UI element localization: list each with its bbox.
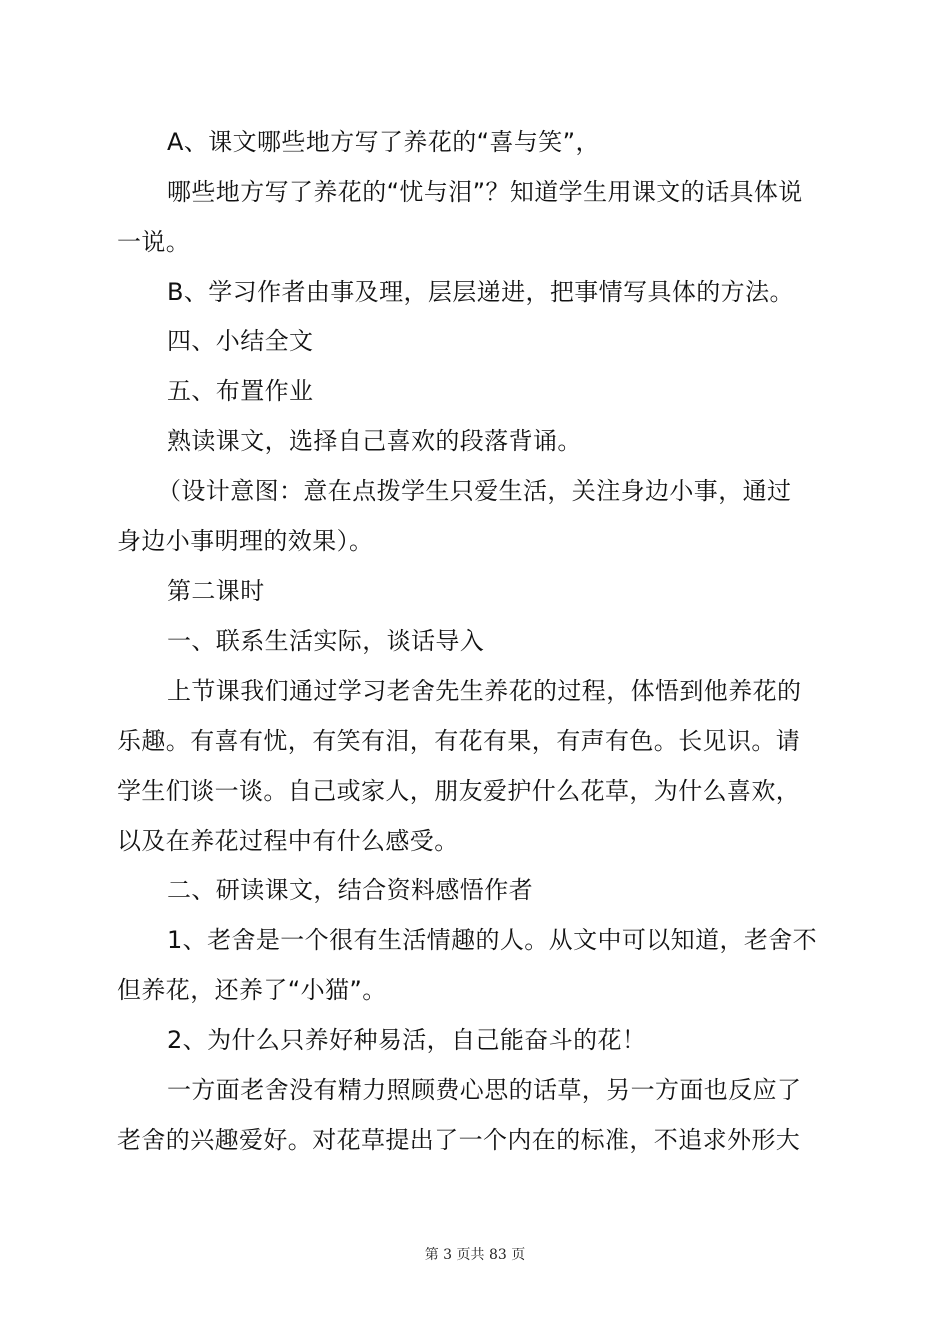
- page-number-footer: 第 3 页共 83 页: [424, 1247, 526, 1263]
- paragraph-line: 1、老舍是一个很有生活情趣的人。从文中可以知道，老舍不: [167, 926, 818, 954]
- paragraph-line: 哪些地方写了养花的“忧与泪”？知道学生用课文的话具体说: [167, 178, 803, 206]
- section-heading: 四、小结全文: [167, 327, 314, 355]
- paragraph-line: 老舍的兴趣爱好。对花草提出了一个内在的标准，不追求外形大: [117, 1126, 801, 1154]
- paragraph-line: 上节课我们通过学习老舍先生养花的过程，体悟到他养花的: [167, 677, 802, 705]
- paragraph-line: 学生们谈一谈。自己或家人，朋友爱护什么花草，为什么喜欢，: [117, 777, 801, 805]
- paragraph-line: 身边小事明理的效果）。: [117, 527, 374, 555]
- paragraph-line: 2、为什么只养好种易活，自己能奋斗的花！: [167, 1026, 647, 1054]
- section-heading: 第二课时: [167, 577, 265, 605]
- paragraph-line: 一方面老舍没有精力照顾费心思的话草，另一方面也反应了: [167, 1076, 802, 1104]
- paragraph-line: 但养花，还养了“小猫”。: [117, 976, 387, 1004]
- paragraph-line: 乐趣。有喜有忧，有笑有泪，有花有果，有声有色。长见识。请: [117, 727, 801, 755]
- paragraph-line: 以及在养花过程中有什么感受。: [117, 827, 459, 855]
- section-heading: 五、布置作业: [167, 377, 314, 405]
- paragraph-line: A、课文哪些地方写了养花的“喜与笑”，: [167, 128, 600, 156]
- section-heading: 一、联系生活实际，谈话导入: [167, 627, 485, 655]
- paragraph-line: （设计意图：意在点拨学生只爱生活，关注身边小事，通过: [157, 477, 792, 505]
- section-heading: 二、研读课文，结合资料感悟作者: [167, 876, 533, 904]
- paragraph-line: 一说。: [117, 228, 191, 256]
- paragraph-line: B、学习作者由事及理，层层递进，把事情写具体的方法。: [167, 278, 794, 306]
- paragraph-line: 熟读课文，选择自己喜欢的段落背诵。: [167, 427, 582, 455]
